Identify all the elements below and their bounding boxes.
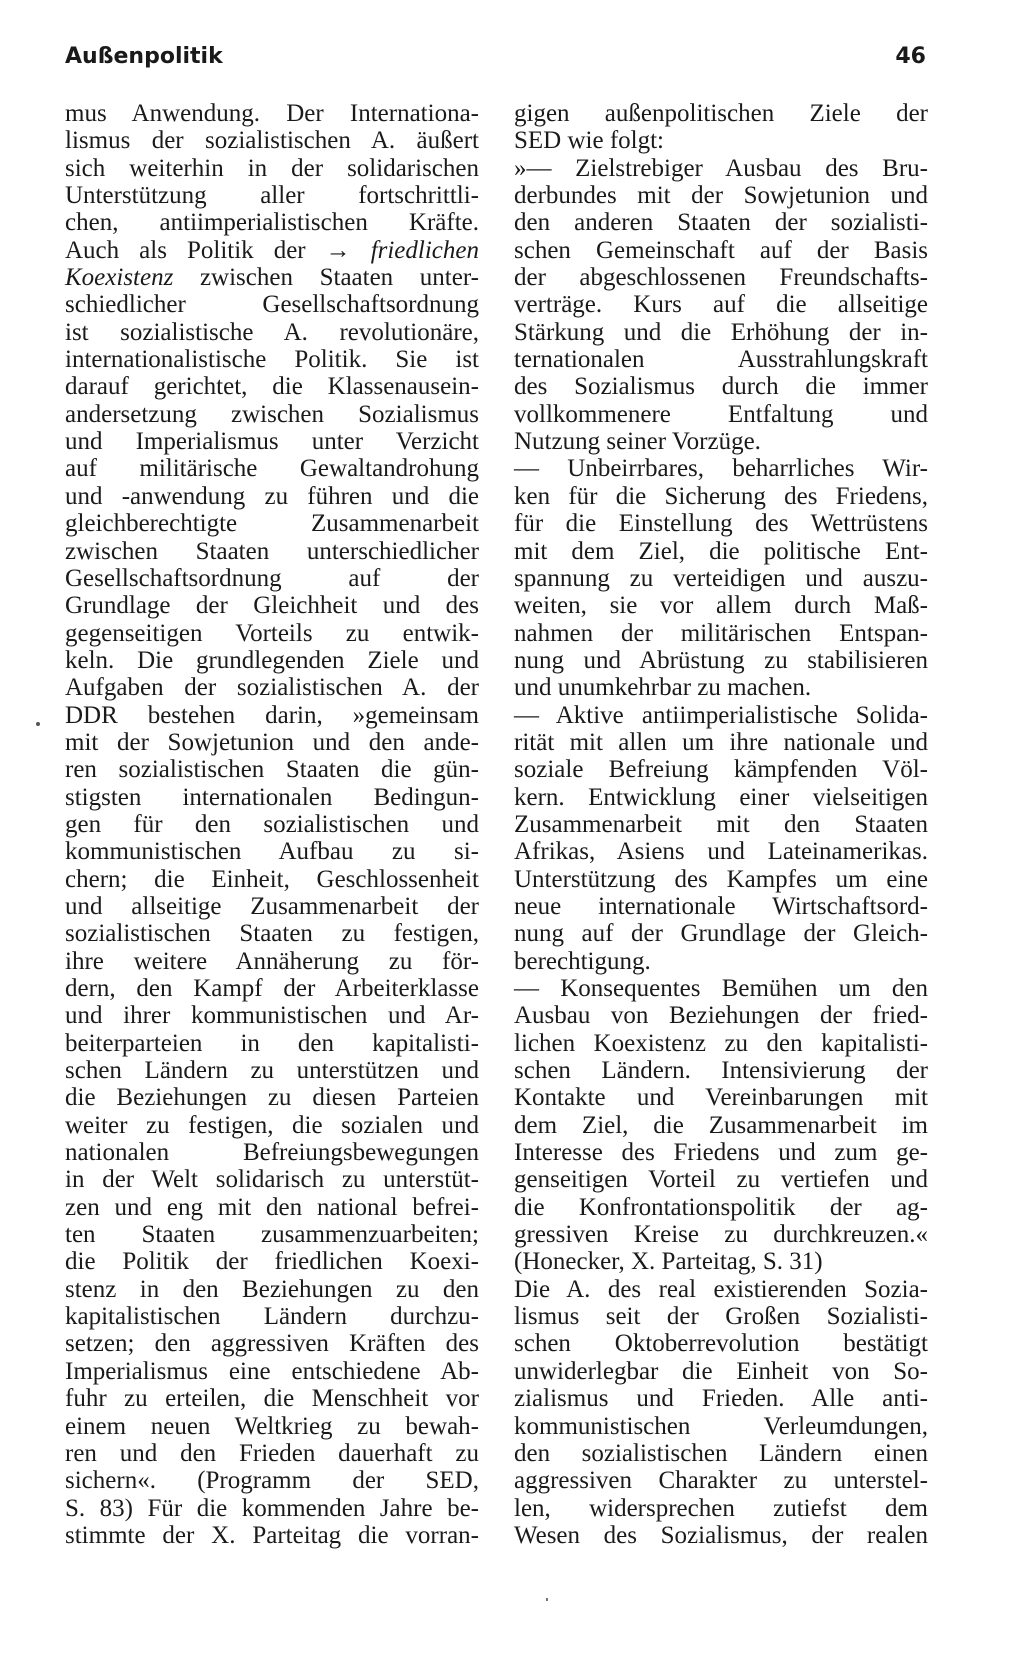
text-line [65, 455, 479, 482]
text-line [65, 1112, 479, 1139]
text-line [514, 674, 928, 701]
text-fragment: gleichberechtigte Zusammenarbeit [65, 510, 479, 538]
text-line [65, 784, 479, 811]
text-line [65, 620, 479, 647]
text-fragment: Aufgaben der sozialistischen A. der [65, 674, 479, 702]
text-line [514, 702, 928, 729]
text-fragment: weiter zu festigen, die sozialen und [65, 1111, 479, 1139]
text-line [514, 1413, 928, 1440]
text-fragment: dem Ziel, die Zusammenarbeit im [514, 1111, 928, 1139]
text-line [514, 1385, 928, 1412]
text-fragment: und unumkehrbar zu machen. [514, 674, 812, 702]
text-line [514, 1221, 928, 1248]
text-fragment: Grundlage der Gleichheit und des [65, 592, 479, 620]
text-fragment: die Konfrontationspolitik der ag- [514, 1193, 928, 1221]
text-line [65, 209, 479, 236]
text-fragment: Unterstützung aller fortschrittli- [65, 182, 479, 210]
text-fragment: chen, antiimperialistischen Kräfte. [65, 209, 479, 237]
text-fragment: sichern«. (Programm der SED, [65, 1467, 479, 1495]
text-line [514, 592, 928, 619]
text-line [65, 838, 479, 865]
text-fragment: zen und eng mit den national befrei- [65, 1193, 479, 1221]
text-line [65, 401, 479, 428]
text-line [514, 1495, 928, 1522]
text-line [65, 1030, 479, 1057]
text-fragment: den anderen Staaten der sozialisti- [514, 209, 928, 237]
text-fragment: berechtigung. [514, 947, 651, 975]
text-fragment: die Beziehungen zu diesen Parteien [65, 1084, 479, 1112]
text-line [65, 264, 479, 291]
text-fragment: zialismus und Frieden. Alle anti- [514, 1385, 928, 1413]
text-fragment: und allseitige Zusammenarbeit der [65, 892, 479, 920]
text-fragment: und Imperialismus unter Verzicht [65, 428, 479, 456]
text-fragment: nahmen der militärischen Entspan- [514, 619, 928, 647]
text-fragment: ihre weitere Annäherung zu för- [65, 947, 479, 975]
text-line [514, 756, 928, 783]
text-line [514, 1002, 928, 1029]
text-line [65, 1440, 479, 1467]
text-line [65, 1276, 479, 1303]
text-line [514, 620, 928, 647]
text-line [514, 483, 928, 510]
text-line [65, 702, 479, 729]
page-header [65, 44, 926, 84]
text-fragment: Nutzung seiner Vorzüge. [514, 428, 761, 456]
text-fragment: Die A. des real existierenden Sozia- [514, 1275, 928, 1303]
text-column-right [514, 100, 928, 1549]
italic-reference: friedlichen [370, 236, 479, 264]
text-fragment: internationalistische Politik. Sie ist [65, 346, 479, 374]
text-fragment: »— Zielstrebiger Ausbau des Bru- [514, 154, 928, 182]
text-fragment: gegenseitigen Vorteils zu entwik- [65, 619, 479, 647]
text-fragment: Interesse des Friedens und zum ge- [514, 1139, 928, 1167]
margin-dot [36, 722, 40, 726]
text-fragment: ist sozialistische A. revolutionäre, [65, 318, 479, 346]
text-fragment: mit der Sowjetunion und den ande- [65, 728, 479, 756]
text-line [65, 538, 479, 565]
text-line [514, 127, 928, 154]
text-line [514, 784, 928, 811]
text-fragment: nationalen Befreiungsbewegungen [65, 1139, 479, 1167]
text-line [65, 182, 479, 209]
text-fragment: einem neuen Weltkrieg zu bewah- [65, 1412, 479, 1440]
text-fragment: Imperialismus eine entschiedene Ab- [65, 1357, 479, 1385]
text-line [514, 291, 928, 318]
text-fragment: ren sozialistischen Staaten die gün- [65, 756, 479, 784]
text-line [514, 1057, 928, 1084]
text-fragment: verträge. Kurs auf die allseitige [514, 291, 928, 319]
text-fragment: lismus der sozialistischen A. äußert [65, 127, 479, 155]
text-fragment: ken für die Sicherung des Friedens, [514, 482, 928, 510]
text-line [514, 1276, 928, 1303]
text-fragment: und -anwendung zu führen und die [65, 482, 479, 510]
text-fragment: rität mit allen um ihre nationale und [514, 728, 928, 756]
text-fragment: Afrikas, Asiens und Lateinamerikas. [514, 838, 928, 866]
text-fragment: Zusammenarbeit mit den Staaten [514, 810, 928, 838]
text-line [514, 565, 928, 592]
text-line [65, 1467, 479, 1494]
text-fragment: beiterparteien in den kapitalisti- [65, 1029, 479, 1057]
text-fragment: S. 83) Für die kommenden Jahre be- [65, 1494, 479, 1522]
text-fragment: kern. Entwicklung einer vielseitigen [514, 783, 928, 811]
text-line [65, 428, 479, 455]
text-fragment: des Sozialismus durch die immer [514, 373, 928, 401]
text-line [514, 237, 928, 264]
text-line [514, 373, 928, 400]
text-fragment: soziale Befreiung kämpfenden Völ- [514, 756, 928, 784]
text-fragment: zwischen Staaten unterschiedlicher [65, 537, 479, 565]
text-fragment: fuhr zu erteilen, die Menschheit vor [65, 1385, 479, 1413]
text-fragment: stigsten internationalen Bedingun- [65, 783, 479, 811]
text-line [514, 264, 928, 291]
text-line [514, 975, 928, 1002]
text-line [514, 1358, 928, 1385]
text-line [514, 100, 928, 127]
text-fragment: — Unbeirrbares, beharrliches Wir- [514, 455, 928, 483]
text-line [514, 1303, 928, 1330]
text-line [65, 920, 479, 947]
text-fragment: unwiderlegbar die Einheit von So- [514, 1357, 928, 1385]
text-fragment: weiten, sie vor allem durch Maß- [514, 592, 928, 620]
text-fragment: ternationalen Ausstrahlungskraft [514, 346, 928, 374]
text-line [65, 811, 479, 838]
text-fragment: Ausbau von Beziehungen der fried- [514, 1002, 928, 1030]
text-fragment: die Politik der friedlichen Koexi- [65, 1248, 479, 1276]
text-fragment: schen Ländern. Intensivierung der [514, 1057, 928, 1085]
text-fragment: zwischen Staaten unter- [173, 264, 479, 292]
text-line [65, 1194, 479, 1221]
text-fragment: Auch als Politik der → [65, 236, 371, 264]
text-fragment: derbundes mit der Sowjetunion und [514, 182, 928, 210]
text-line [514, 455, 928, 482]
text-line [514, 510, 928, 537]
text-fragment: genseitigen Vorteil zu vertiefen und [514, 1166, 928, 1194]
text-fragment: spannung zu verteidigen und auszu- [514, 564, 928, 592]
text-fragment: kommunistischen Verleumdungen, [514, 1412, 928, 1440]
text-line [514, 811, 928, 838]
text-fragment: chern; die Einheit, Geschlossenheit [65, 865, 479, 893]
italic-reference: Koexistenz [65, 264, 174, 292]
text-line [514, 1139, 928, 1166]
text-fragment: andersetzung zwischen Sozialismus [65, 400, 479, 428]
text-fragment: Wesen des Sozialismus, der realen [514, 1521, 928, 1549]
text-fragment: — Konsequentes Bemühen um den [514, 975, 928, 1002]
text-line [65, 647, 479, 674]
text-line [65, 1522, 479, 1549]
text-fragment: vollkommenere Entfaltung und [514, 400, 928, 428]
text-line [65, 975, 479, 1002]
text-line [65, 729, 479, 756]
text-line [65, 1413, 479, 1440]
text-fragment: (Honecker, X. Parteitag, S. 31) [514, 1248, 823, 1276]
text-line [65, 155, 479, 182]
text-fragment: kapitalistischen Ländern durchzu- [65, 1303, 479, 1331]
text-fragment: len, widersprechen zutiefst dem [514, 1494, 928, 1522]
text-line [65, 1002, 479, 1029]
text-fragment: lichen Koexistenz zu den kapitalisti- [514, 1029, 928, 1057]
text-fragment: in der Welt solidarisch zu unterstüt- [65, 1166, 479, 1194]
text-line [514, 647, 928, 674]
text-line [65, 1330, 479, 1357]
text-fragment: sozialistischen Staaten zu festigen, [65, 920, 479, 948]
text-fragment: neue internationale Wirtschaftsord- [514, 892, 928, 920]
text-line [65, 948, 479, 975]
text-line [514, 1084, 928, 1111]
text-line [514, 1030, 928, 1057]
text-line [65, 1385, 479, 1412]
text-line [514, 1440, 928, 1467]
text-line [514, 920, 928, 947]
text-fragment: dern, den Kampf der Arbeiterklasse [65, 975, 479, 1002]
text-line [514, 182, 928, 209]
text-line [65, 373, 479, 400]
text-fragment: Unterstützung des Kampfes um eine [514, 865, 928, 893]
text-fragment: stimmte der X. Parteitag die vorran- [65, 1521, 479, 1549]
text-line [65, 1495, 479, 1522]
text-column-left [65, 100, 479, 1549]
text-line [514, 1112, 928, 1139]
text-line [514, 1330, 928, 1357]
text-line [65, 756, 479, 783]
page-title: Außenpolitik [65, 44, 223, 69]
text-fragment: stenz in den Beziehungen zu den [65, 1275, 479, 1303]
text-fragment: ren und den Frieden dauerhaft zu [65, 1439, 479, 1467]
text-line [65, 1248, 479, 1275]
text-line [65, 1358, 479, 1385]
text-line [514, 346, 928, 373]
text-line [65, 483, 479, 510]
text-fragment: für die Einstellung des Wettrüstens [514, 510, 928, 538]
text-fragment: darauf gerichtet, die Klassenausein- [65, 373, 479, 401]
text-line [514, 1194, 928, 1221]
text-line [65, 1139, 479, 1166]
text-fragment: mit dem Ziel, die politische Ent- [514, 537, 928, 565]
text-fragment: den sozialistischen Ländern einen [514, 1439, 928, 1467]
text-fragment: schen Gemeinschaft auf der Basis [514, 236, 928, 264]
text-fragment: auf militärische Gewaltandrohung [65, 455, 479, 483]
text-line [65, 1084, 479, 1111]
text-fragment: schen Oktoberrevolution bestätigt [514, 1330, 928, 1358]
text-fragment: gen für den sozialistischen und [65, 810, 479, 838]
text-fragment: nung und Abrüstung zu stabilisieren [514, 646, 928, 674]
text-fragment: — Aktive antiimperialistische Solida- [514, 701, 928, 729]
text-fragment: Stärkung und die Erhöhung der in- [514, 318, 928, 346]
text-line [65, 893, 479, 920]
text-fragment: schen Ländern zu unterstützen und [65, 1057, 479, 1085]
text-line [514, 948, 928, 975]
text-line [65, 319, 479, 346]
text-line [514, 729, 928, 756]
print-speck [546, 1598, 548, 1601]
text-fragment: und ihrer kommunistischen und Ar- [65, 1002, 479, 1030]
text-line [65, 1057, 479, 1084]
text-line [65, 346, 479, 373]
text-fragment: keln. Die grundlegenden Ziele und [65, 646, 479, 674]
text-line [65, 674, 479, 701]
text-line [514, 401, 928, 428]
text-fragment: Gesellschaftsordnung auf der [65, 564, 479, 592]
page-number: 46 [895, 44, 926, 69]
text-line [514, 893, 928, 920]
text-fragment: aggressiven Charakter zu unterstel- [514, 1467, 928, 1495]
text-line [65, 1166, 479, 1193]
text-line [514, 319, 928, 346]
text-line [514, 428, 928, 455]
text-fragment: lismus seit der Großen Sozialisti- [514, 1303, 928, 1331]
text-fragment: gressiven Kreise zu durchkreuzen.« [514, 1221, 928, 1249]
text-line [65, 127, 479, 154]
text-line [65, 291, 479, 318]
text-line [65, 592, 479, 619]
text-fragment: schiedlicher Gesellschaftsordnung [65, 291, 479, 319]
text-line [514, 155, 928, 182]
text-line [514, 838, 928, 865]
text-line [65, 100, 479, 127]
text-line [65, 1221, 479, 1248]
text-fragment: kommunistischen Aufbau zu si- [65, 838, 479, 866]
text-line [514, 866, 928, 893]
text-line [514, 1467, 928, 1494]
text-fragment: mus Anwendung. Der Internationa- [65, 100, 479, 127]
text-line [65, 237, 479, 264]
text-fragment: ten Staaten zusammenzuarbeiten; [65, 1221, 479, 1249]
text-line [65, 510, 479, 537]
text-fragment: gigen außenpolitischen Ziele der [514, 100, 928, 127]
text-fragment: DDR bestehen darin, »gemeinsam [65, 701, 479, 729]
text-fragment: SED wie folgt: [514, 127, 664, 155]
text-line [514, 1248, 928, 1275]
text-line [65, 565, 479, 592]
text-line [514, 209, 928, 236]
text-line [514, 538, 928, 565]
text-fragment: nung auf der Grundlage der Gleich- [514, 920, 928, 948]
text-line [514, 1522, 928, 1549]
text-line [65, 1303, 479, 1330]
text-line [65, 866, 479, 893]
text-line [514, 1166, 928, 1193]
text-fragment: sich weiterhin in der solidarischen [65, 154, 479, 182]
text-fragment: Kontakte und Vereinbarungen mit [514, 1084, 928, 1112]
text-fragment: setzen; den aggressiven Kräften des [65, 1330, 479, 1358]
text-fragment: der abgeschlossenen Freundschafts- [514, 264, 928, 292]
